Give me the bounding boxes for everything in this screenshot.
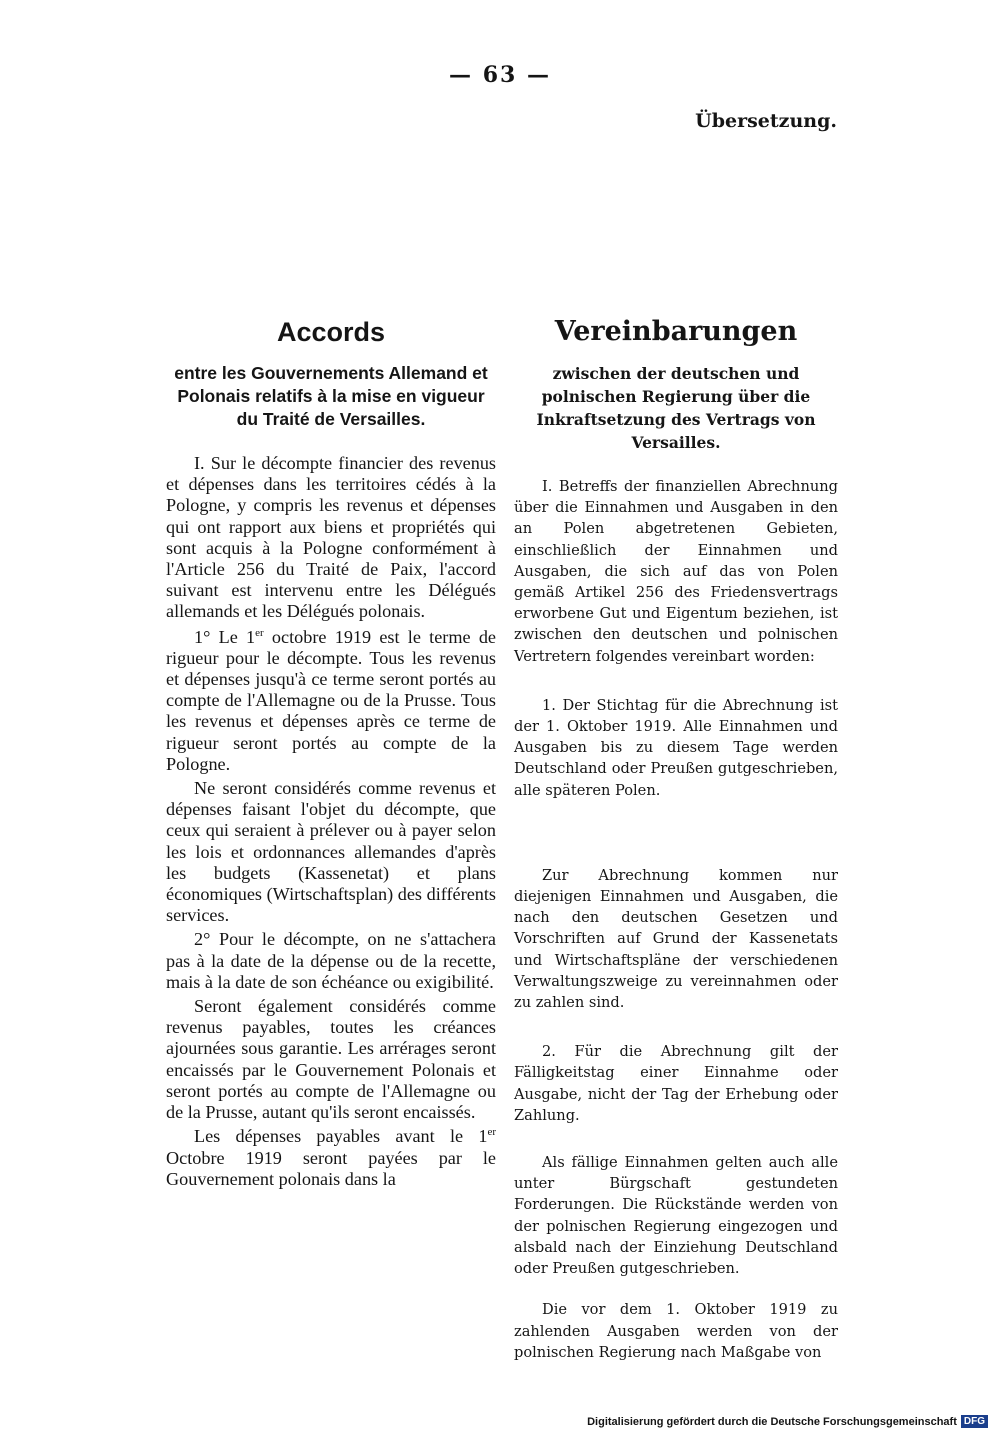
german-column (514, 316, 838, 1363)
french-p6-start: Les dépenses payables avant le 1 (194, 1126, 488, 1147)
french-p6-sup: er (487, 1126, 496, 1139)
page-number: — 63 — (449, 62, 551, 88)
french-p2-rest: octobre 1919 est le terme de rigueur pour le décompte. Tous les revenus et dépenses jusqu'à ce terme seront portés au compte de l'Allemagne ou de la Prusse. Tous les revenus et dépenses après ce terme de rigueur seront portés au compte de la Pologne. (166, 626, 496, 774)
german-paragraph-1: I. Betreffs der finanziellen Abrechnung über die Einnahmen und Ausgaben in den an Polen abgetretenen Gebieten, einschließlich der Einnahmen und Ausgaben, die sich auf das von Polen gemäß Artikel 256 des Friedensvertrags erworbene Gut und Eigentum beziehen, ist zwischen den deutschen und polnischen Vertretern folgendes vereinbart worden: (514, 478, 838, 665)
french-paragraph-2 (166, 627, 496, 775)
dfg-logo: DFG (961, 1415, 988, 1428)
footer-text: Digitalisierung gefördert durch die Deutsche Forschungsgemeinschaft (587, 1415, 957, 1428)
digitization-footer (587, 1415, 988, 1428)
french-p2-start: 1° Le 1 (194, 626, 256, 647)
french-column (166, 316, 496, 1193)
french-paragraph-5: Seront également considérés comme revenus payables, toutes les créances ajournées sous garantie. Les arrérages seront encaissés par le Gouvernement Polonais et seront portés au compte de l'Allemagne ou de la Prusse, autant qu'ils seront encaissés. (166, 996, 496, 1123)
french-title: Accords (276, 317, 386, 347)
french-subtitle: entre les Gouvernements Allemand et Polonais relatifs à la mise en vigueur du Traité de Versailles. (174, 363, 488, 429)
german-title: Vereinbarungen (554, 316, 798, 347)
translation-label: Übersetzung. (695, 110, 837, 132)
french-paragraph-3: Ne seront considérés comme revenus et dépenses faisant l'objet du décompte, que ceux qui seraient à prélever ou à payer selon les lois et ordonnances allemandes d'après les budgets (Kassenetat) et plans économiques (Wirtschaftsplan) des différents services. (166, 778, 496, 926)
german-paragraph-4: 2. Für die Abrechnung gilt der Fälligkeitstag einer Einnahme oder Ausgabe, nicht der Tag der Erhebung oder Zahlung. (514, 1043, 838, 1124)
german-paragraph-3: Zur Abrechnung kommen nur diejenigen Einnahmen und Ausgaben, die nach den deutschen Gesetzen und Vorschriften auf Grund der Kassenetats und Wirtschaftspläne der verschiedenen Verwaltungszweige zu vereinnahmen oder zu zahlen sind. (514, 866, 838, 1012)
french-paragraph-1: I. Sur le décompte financier des revenus et dépenses dans les territoires cédés à la Pologne, y compris les revenus et dépenses qui ont rapport aux biens et propriétés qui sont acquis à la Pologne conformément à l'Article 256 du Traité de Paix, l'accord suivant est intervenu entre les Délégués allemands et les Délégués polonais. (166, 453, 496, 622)
german-paragraph-6: Die vor dem 1. Oktober 1919 zu zahlenden Ausgaben werden von der polnischen Regierung nach Maßgabe von (514, 1301, 838, 1361)
french-p2-sup: er (255, 626, 264, 639)
french-paragraph-6 (166, 1126, 496, 1190)
german-paragraph-5: Als fällige Einnahmen gelten auch alle unter Bürgschaft gestundeten Forderungen. Die Rückstände werden von der polnischen Regierung eingezogen und alsbald nach der Einziehung Deutschland oder Preußen gutgeschrieben. (514, 1154, 838, 1278)
german-subtitle: zwischen der deutschen und polnischen Regierung über die Inkraftsetzung des Vertrags von Versailles. (536, 364, 816, 452)
french-paragraph-4: 2° Pour le décompte, on ne s'attachera pas à la date de la dépense ou de la recette, mais à la date de son échéance ou exigibilité. (166, 929, 496, 992)
french-p6-rest: Octobre 1919 seront payées par le Gouvernement polonais dans la (166, 1147, 496, 1189)
german-paragraph-2: 1. Der Stichtag für die Abrechnung ist der 1. Oktober 1919. Alle Einnahmen und Ausgaben bis zu diesem Tage werden Deutschland oder Preußen gutgeschrieben, alle späteren Polen. (514, 696, 838, 799)
